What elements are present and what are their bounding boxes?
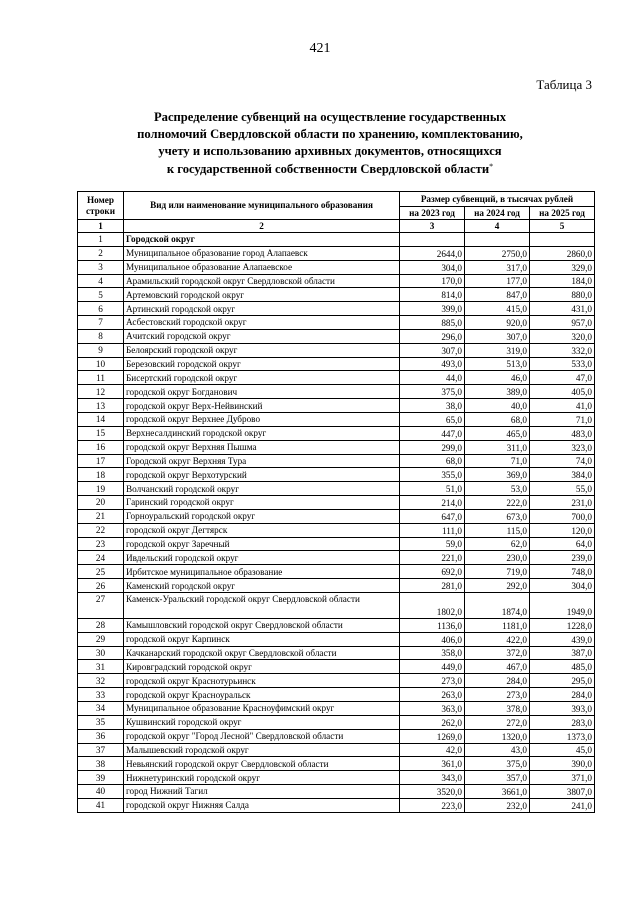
municipality-name-cell: Ирбитское муниципальное образование (124, 565, 400, 579)
table-row (78, 771, 595, 785)
row-number-cell: 9 (78, 343, 124, 357)
amount-2025-cell: 283,0 (530, 715, 595, 729)
amount-2023-cell: 358,0 (400, 646, 465, 660)
municipality-name-cell: Асбестовский городской округ (124, 316, 400, 330)
table-row (78, 743, 595, 757)
amount-2024-cell: 62,0 (465, 537, 530, 551)
table-row (78, 426, 595, 440)
table-row (78, 798, 595, 812)
municipality-name-cell: Камышловский городской округ Свердловской области (124, 618, 400, 632)
municipality-name-cell: Малышевский городской округ (124, 743, 400, 757)
table-row (78, 579, 595, 593)
amount-2024-cell: 230,0 (465, 551, 530, 565)
table-row (78, 454, 595, 468)
table-row (78, 482, 595, 496)
row-number-cell: 41 (78, 798, 124, 812)
table-row (78, 592, 595, 618)
amount-2023-cell: 221,0 (400, 551, 465, 565)
table-row (78, 468, 595, 482)
row-number-cell: 8 (78, 329, 124, 343)
amount-2023-cell: 1136,0 (400, 618, 465, 632)
amount-2025-cell: 748,0 (530, 565, 595, 579)
municipality-name-cell: Гаринский городской округ (124, 496, 400, 510)
amount-2023-cell: 65,0 (400, 412, 465, 426)
row-number-cell: 39 (78, 771, 124, 785)
row-number-cell: 12 (78, 385, 124, 399)
row-number-cell: 33 (78, 688, 124, 702)
amount-2025-cell (530, 233, 595, 247)
municipality-name-cell: Муниципальное образование Красноуфимский округ (124, 702, 400, 716)
municipality-name-cell: Березовский городской округ (124, 357, 400, 371)
municipality-name-cell: Каменский городской округ (124, 579, 400, 593)
amount-2025-cell: 239,0 (530, 551, 595, 565)
amount-2024-cell: 2750,0 (465, 246, 530, 260)
amount-2024-cell: 43,0 (465, 743, 530, 757)
table-row (78, 440, 595, 454)
municipality-name-cell: городской округ Богданович (124, 385, 400, 399)
page-number: 421 (309, 41, 331, 56)
row-number-cell: 30 (78, 646, 124, 660)
table-row (78, 246, 595, 260)
municipality-name-cell: городской округ "Город Лесной" Свердловской области (124, 729, 400, 743)
amount-2023-cell: 3520,0 (400, 785, 465, 799)
header-year-2023: на 2023 год (400, 207, 465, 220)
row-number-cell: 28 (78, 618, 124, 632)
amount-2024-cell: 232,0 (465, 798, 530, 812)
row-number-cell: 35 (78, 715, 124, 729)
amount-2024-cell: 719,0 (465, 565, 530, 579)
table-row (78, 316, 595, 330)
amount-2024-cell: 317,0 (465, 260, 530, 274)
amount-2023-cell: 299,0 (400, 440, 465, 454)
amount-2025-cell: 45,0 (530, 743, 595, 757)
table-row (78, 618, 595, 632)
amount-2023-cell: 281,0 (400, 579, 465, 593)
amount-2024-cell: 847,0 (465, 288, 530, 302)
table-row (78, 357, 595, 371)
municipality-name-cell: Бисертский городской округ (124, 371, 400, 385)
amount-2024-cell: 378,0 (465, 702, 530, 716)
amount-2024-cell: 422,0 (465, 632, 530, 646)
amount-2025-cell: 74,0 (530, 454, 595, 468)
amount-2024-cell: 465,0 (465, 426, 530, 440)
municipality-name-cell: городской округ Верхняя Пышма (124, 440, 400, 454)
title-line (80, 161, 580, 178)
row-number-cell: 34 (78, 702, 124, 716)
municipality-name-cell: Муниципальное образование город Алапаевск (124, 246, 400, 260)
header-year-2024: на 2024 год (465, 207, 530, 220)
column-number: 2 (124, 220, 400, 233)
amount-2025-cell: 64,0 (530, 537, 595, 551)
table-label: Таблица 3 (536, 77, 592, 92)
row-number-cell: 26 (78, 579, 124, 593)
amount-2024-cell: 415,0 (465, 302, 530, 316)
amount-2023-cell: 170,0 (400, 274, 465, 288)
amount-2023-cell: 375,0 (400, 385, 465, 399)
amount-2023-cell: 263,0 (400, 688, 465, 702)
municipality-name-cell: Белоярский городской округ (124, 343, 400, 357)
municipality-name-cell: Кировградский городской округ (124, 660, 400, 674)
amount-2025-cell: 700,0 (530, 509, 595, 523)
amount-2023-cell: 296,0 (400, 329, 465, 343)
amount-2024-cell: 284,0 (465, 674, 530, 688)
amount-2024-cell (465, 233, 530, 247)
amount-2023-cell: 361,0 (400, 757, 465, 771)
document-title (80, 109, 580, 178)
table-row (78, 288, 595, 302)
column-number: 3 (400, 220, 465, 233)
amount-2025-cell: 387,0 (530, 646, 595, 660)
row-number-cell: 38 (78, 757, 124, 771)
table-row (78, 785, 595, 799)
municipality-name-cell: город Нижний Тагил (124, 785, 400, 799)
municipality-name-cell: городской округ Карпинск (124, 632, 400, 646)
amount-2024-cell: 1320,0 (465, 729, 530, 743)
amount-2023-cell: 363,0 (400, 702, 465, 716)
amount-2025-cell: 304,0 (530, 579, 595, 593)
amount-2025-cell: 120,0 (530, 523, 595, 537)
municipality-name-cell: Артемовский городской округ (124, 288, 400, 302)
table-row (78, 523, 595, 537)
row-number-cell: 5 (78, 288, 124, 302)
municipality-name-cell: городской округ Красноуральск (124, 688, 400, 702)
municipality-name-cell: городской округ Верх-Нейвинский (124, 399, 400, 413)
municipality-name-cell: Ивдельский городской округ (124, 551, 400, 565)
subsidy-table (77, 191, 595, 813)
row-number-cell: 4 (78, 274, 124, 288)
row-number-cell: 17 (78, 454, 124, 468)
row-number-cell: 20 (78, 496, 124, 510)
amount-2025-cell: 1373,0 (530, 729, 595, 743)
amount-2025-cell: 332,0 (530, 343, 595, 357)
amount-2025-cell: 483,0 (530, 426, 595, 440)
municipality-name-cell: Кушвинский городской округ (124, 715, 400, 729)
amount-2024-cell: 920,0 (465, 316, 530, 330)
table-row (78, 509, 595, 523)
amount-2024-cell: 307,0 (465, 329, 530, 343)
table-row (78, 329, 595, 343)
amount-2025-cell: 405,0 (530, 385, 595, 399)
amount-2023-cell: 68,0 (400, 454, 465, 468)
amount-2025-cell: 957,0 (530, 316, 595, 330)
table-row (78, 702, 595, 716)
amount-2024-cell: 222,0 (465, 496, 530, 510)
amount-2025-cell: 323,0 (530, 440, 595, 454)
amount-2023-cell: 273,0 (400, 674, 465, 688)
amount-2024-cell: 71,0 (465, 454, 530, 468)
row-number-cell: 18 (78, 468, 124, 482)
amount-2023-cell: 1802,0 (400, 592, 465, 618)
amount-2023-cell: 814,0 (400, 288, 465, 302)
row-number-cell: 19 (78, 482, 124, 496)
amount-2025-cell: 3807,0 (530, 785, 595, 799)
amount-2024-cell: 513,0 (465, 357, 530, 371)
amount-2025-cell: 384,0 (530, 468, 595, 482)
amount-2025-cell: 320,0 (530, 329, 595, 343)
amount-2024-cell: 53,0 (465, 482, 530, 496)
municipality-name-cell: Волчанский городской округ (124, 482, 400, 496)
row-number-cell: 22 (78, 523, 124, 537)
municipality-name-cell: городской округ Нижняя Салда (124, 798, 400, 812)
title-line: полномочий Свердловской области по хранению, комплектованию, (137, 127, 523, 142)
municipality-name-cell: Городской округ (124, 233, 400, 247)
footnote-mark: * (489, 161, 494, 171)
row-number-cell: 10 (78, 357, 124, 371)
table-row (78, 343, 595, 357)
title-line-text: к государственной собственности Свердловской области (166, 161, 490, 176)
amount-2023-cell (400, 233, 465, 247)
table-row (78, 233, 595, 247)
amount-2024-cell: 40,0 (465, 399, 530, 413)
amount-2023-cell: 42,0 (400, 743, 465, 757)
row-number-cell: 37 (78, 743, 124, 757)
row-number-cell: 6 (78, 302, 124, 316)
amount-2025-cell: 284,0 (530, 688, 595, 702)
municipality-name-cell: городской округ Заречный (124, 537, 400, 551)
row-number-cell: 25 (78, 565, 124, 579)
table-row (78, 674, 595, 688)
table-row (78, 496, 595, 510)
table-row (78, 757, 595, 771)
amount-2023-cell: 399,0 (400, 302, 465, 316)
amount-2024-cell: 292,0 (465, 579, 530, 593)
municipality-name-cell: Каменск-Уральский городской округ Свердловской области (124, 592, 400, 618)
amount-2024-cell: 177,0 (465, 274, 530, 288)
row-number-cell: 2 (78, 246, 124, 260)
row-number-cell: 21 (78, 509, 124, 523)
table-row (78, 632, 595, 646)
amount-2025-cell: 431,0 (530, 302, 595, 316)
header-amount-group: Размер субвенций, в тысячах рублей (400, 192, 595, 207)
amount-2025-cell: 1228,0 (530, 618, 595, 632)
amount-2024-cell: 273,0 (465, 688, 530, 702)
amount-2023-cell: 343,0 (400, 771, 465, 785)
table-row (78, 385, 595, 399)
amount-2025-cell: 880,0 (530, 288, 595, 302)
amount-2025-cell: 439,0 (530, 632, 595, 646)
municipality-name-cell: городской округ Краснотурьинск (124, 674, 400, 688)
row-number-cell: 1 (78, 233, 124, 247)
amount-2023-cell: 304,0 (400, 260, 465, 274)
municipality-name-cell: Арамильский городской округ Свердловской области (124, 274, 400, 288)
table-row (78, 371, 595, 385)
amount-2024-cell: 272,0 (465, 715, 530, 729)
municipality-name-cell: Невьянский городской округ Свердловской области (124, 757, 400, 771)
amount-2024-cell: 68,0 (465, 412, 530, 426)
amount-2024-cell: 372,0 (465, 646, 530, 660)
amount-2023-cell: 214,0 (400, 496, 465, 510)
amount-2024-cell: 1181,0 (465, 618, 530, 632)
table-row (78, 715, 595, 729)
amount-2025-cell: 533,0 (530, 357, 595, 371)
amount-2024-cell: 467,0 (465, 660, 530, 674)
amount-2025-cell: 184,0 (530, 274, 595, 288)
table-body (78, 233, 595, 813)
row-number-cell: 16 (78, 440, 124, 454)
amount-2023-cell: 111,0 (400, 523, 465, 537)
amount-2024-cell: 46,0 (465, 371, 530, 385)
amount-2024-cell: 369,0 (465, 468, 530, 482)
table-row (78, 399, 595, 413)
amount-2023-cell: 449,0 (400, 660, 465, 674)
amount-2023-cell: 223,0 (400, 798, 465, 812)
amount-2025-cell: 371,0 (530, 771, 595, 785)
header-year-2025: на 2025 год (530, 207, 595, 220)
amount-2025-cell: 329,0 (530, 260, 595, 274)
amount-2023-cell: 59,0 (400, 537, 465, 551)
amount-2023-cell: 262,0 (400, 715, 465, 729)
amount-2025-cell: 241,0 (530, 798, 595, 812)
row-number-cell: 15 (78, 426, 124, 440)
amount-2023-cell: 493,0 (400, 357, 465, 371)
amount-2023-cell: 51,0 (400, 482, 465, 496)
title-line: Распределение субвенций на осуществление государственных (153, 110, 507, 124)
amount-2025-cell: 2860,0 (530, 246, 595, 260)
row-number-cell: 24 (78, 551, 124, 565)
row-number-cell: 27 (78, 592, 124, 618)
amount-2024-cell: 389,0 (465, 385, 530, 399)
municipality-name-cell: городской округ Верхотурский (124, 468, 400, 482)
amount-2025-cell: 71,0 (530, 412, 595, 426)
amount-2023-cell: 44,0 (400, 371, 465, 385)
amount-2024-cell: 1874,0 (465, 592, 530, 618)
amount-2025-cell: 41,0 (530, 399, 595, 413)
amount-2023-cell: 2644,0 (400, 246, 465, 260)
row-number-cell: 7 (78, 316, 124, 330)
amount-2023-cell: 885,0 (400, 316, 465, 330)
amount-2024-cell: 115,0 (465, 523, 530, 537)
row-number-cell: 36 (78, 729, 124, 743)
row-number-cell: 13 (78, 399, 124, 413)
municipality-name-cell: Нижнетуринский городской округ (124, 771, 400, 785)
table-row (78, 688, 595, 702)
table-row (78, 660, 595, 674)
header-row-number: Номер строки (78, 192, 124, 220)
table-row (78, 412, 595, 426)
amount-2024-cell: 375,0 (465, 757, 530, 771)
municipality-name-cell: городской округ Дегтярск (124, 523, 400, 537)
column-number: 1 (78, 220, 124, 233)
municipality-name-cell: Ачитский городской округ (124, 329, 400, 343)
amount-2023-cell: 1269,0 (400, 729, 465, 743)
amount-2023-cell: 355,0 (400, 468, 465, 482)
municipality-name-cell: Горноуральский городской округ (124, 509, 400, 523)
municipality-name-cell: Городской округ Верхняя Тура (124, 454, 400, 468)
amount-2023-cell: 447,0 (400, 426, 465, 440)
title-line: учету и использованию архивных документов, относящихся (158, 144, 502, 159)
table-row (78, 260, 595, 274)
amount-2025-cell: 393,0 (530, 702, 595, 716)
amount-2023-cell: 692,0 (400, 565, 465, 579)
table-row (78, 537, 595, 551)
table-row (78, 565, 595, 579)
row-number-cell: 31 (78, 660, 124, 674)
table-row (78, 551, 595, 565)
table-row (78, 729, 595, 743)
amount-2024-cell: 319,0 (465, 343, 530, 357)
amount-2025-cell: 1949,0 (530, 592, 595, 618)
amount-2025-cell: 390,0 (530, 757, 595, 771)
municipality-name-cell: Качканарский городской округ Свердловской области (124, 646, 400, 660)
municipality-name-cell: Артинский городской округ (124, 302, 400, 316)
row-number-cell: 23 (78, 537, 124, 551)
column-number: 4 (465, 220, 530, 233)
table-row (78, 646, 595, 660)
row-number-cell: 40 (78, 785, 124, 799)
row-number-cell: 14 (78, 412, 124, 426)
row-number-cell: 11 (78, 371, 124, 385)
municipality-name-cell: Верхнесалдинский городской округ (124, 426, 400, 440)
table-row (78, 302, 595, 316)
row-number-cell: 32 (78, 674, 124, 688)
municipality-name-cell: Муниципальное образование Алапаевское (124, 260, 400, 274)
amount-2025-cell: 55,0 (530, 482, 595, 496)
amount-2024-cell: 673,0 (465, 509, 530, 523)
amount-2024-cell: 311,0 (465, 440, 530, 454)
table-row (78, 274, 595, 288)
amount-2025-cell: 47,0 (530, 371, 595, 385)
amount-2023-cell: 307,0 (400, 343, 465, 357)
amount-2023-cell: 647,0 (400, 509, 465, 523)
municipality-name-cell: городской округ Верхнее Дуброво (124, 412, 400, 426)
row-number-cell: 29 (78, 632, 124, 646)
amount-2023-cell: 406,0 (400, 632, 465, 646)
amount-2025-cell: 295,0 (530, 674, 595, 688)
row-number-cell: 3 (78, 260, 124, 274)
amount-2024-cell: 357,0 (465, 771, 530, 785)
amount-2023-cell: 38,0 (400, 399, 465, 413)
header-name: Вид или наименование муниципального образования (124, 192, 400, 220)
amount-2024-cell: 3661,0 (465, 785, 530, 799)
column-number: 5 (530, 220, 595, 233)
amount-2025-cell: 231,0 (530, 496, 595, 510)
amount-2025-cell: 485,0 (530, 660, 595, 674)
